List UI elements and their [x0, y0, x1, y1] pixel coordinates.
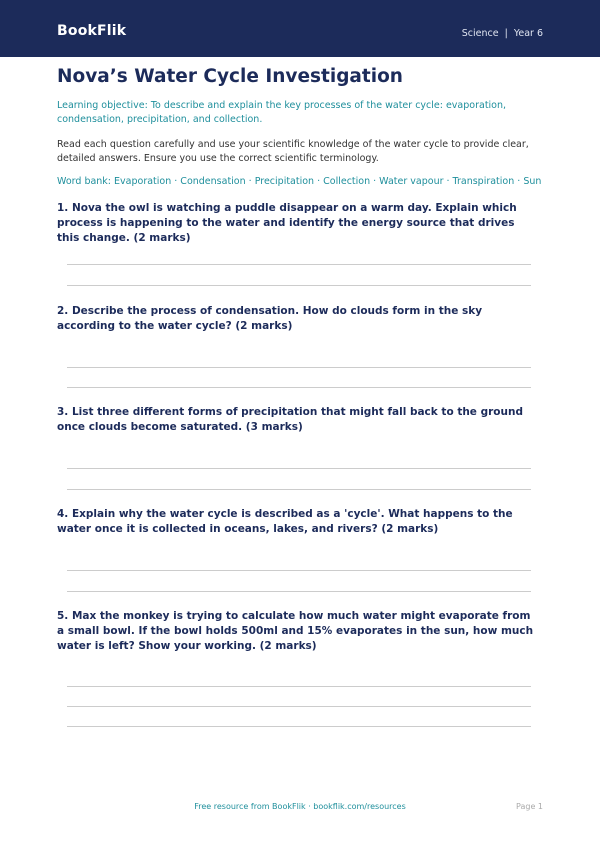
- answer-line[interactable]: [67, 285, 531, 286]
- answer-line[interactable]: [67, 367, 531, 368]
- learning-objective: Learning objective: To describe and explain the key processes of the water cycle: evaporation, condensation, precipitation, and collection.: [57, 100, 507, 125]
- question-4: 4. Explain why the water cycle is described as a 'cycle'. What happens to the water once it is collected in oceans, lakes, and rivers? (2 marks): [57, 508, 513, 535]
- answer-line[interactable]: [67, 591, 531, 592]
- answer-line[interactable]: [67, 706, 531, 707]
- footer-credit: Free resource from BookFlik · bookflik.com/resources: [194, 802, 406, 811]
- page-header: [0, 0, 600, 57]
- question-3: 3. List three different forms of precipitation that might fall back to the ground once clouds become saturated. (3 marks): [57, 406, 523, 433]
- answer-line[interactable]: [67, 570, 531, 571]
- word-bank: Word bank: Evaporation · Condensation · Precipitation · Collection · Water vapour · Transpiration · Sun: [57, 176, 542, 187]
- answer-line[interactable]: [67, 726, 531, 727]
- subject-label: Science: [461, 28, 499, 39]
- question-2: 2. Describe the process of condensation. How do clouds form in the sky according to the water cycle? (2 marks): [57, 305, 483, 332]
- page-number: Page 1: [516, 802, 543, 811]
- worksheet-title: Nova’s Water Cycle Investigation: [57, 66, 403, 87]
- instructions: Read each question carefully and use your scientific knowledge of the water cycle to provide clear, detailed answers. Ensure you use the correct scientific terminology.: [57, 139, 529, 164]
- answer-line[interactable]: [67, 468, 531, 469]
- year-label: Year 6: [513, 28, 543, 39]
- answer-line[interactable]: [67, 686, 531, 687]
- answer-line[interactable]: [67, 264, 531, 265]
- question-5: 5. Max the monkey is trying to calculate how much water might evaporate from a small bowl. If the bowl holds 500ml and 15% evaporates in the sun, how much water is left? Show your working. (2 marks): [57, 610, 534, 652]
- question-1: 1. Nova the owl is watching a puddle disappear on a warm day. Explain which process is happening to the water and identify the energy source that drives this change. (2 marks): [57, 202, 517, 244]
- worksheet-intro: [57, 64, 543, 189]
- subject-year-label: [462, 28, 543, 39]
- answer-line[interactable]: [67, 387, 531, 388]
- meta-separator: |: [504, 28, 508, 39]
- answer-line[interactable]: [67, 489, 531, 490]
- brand-logo: BookFlik: [57, 23, 127, 39]
